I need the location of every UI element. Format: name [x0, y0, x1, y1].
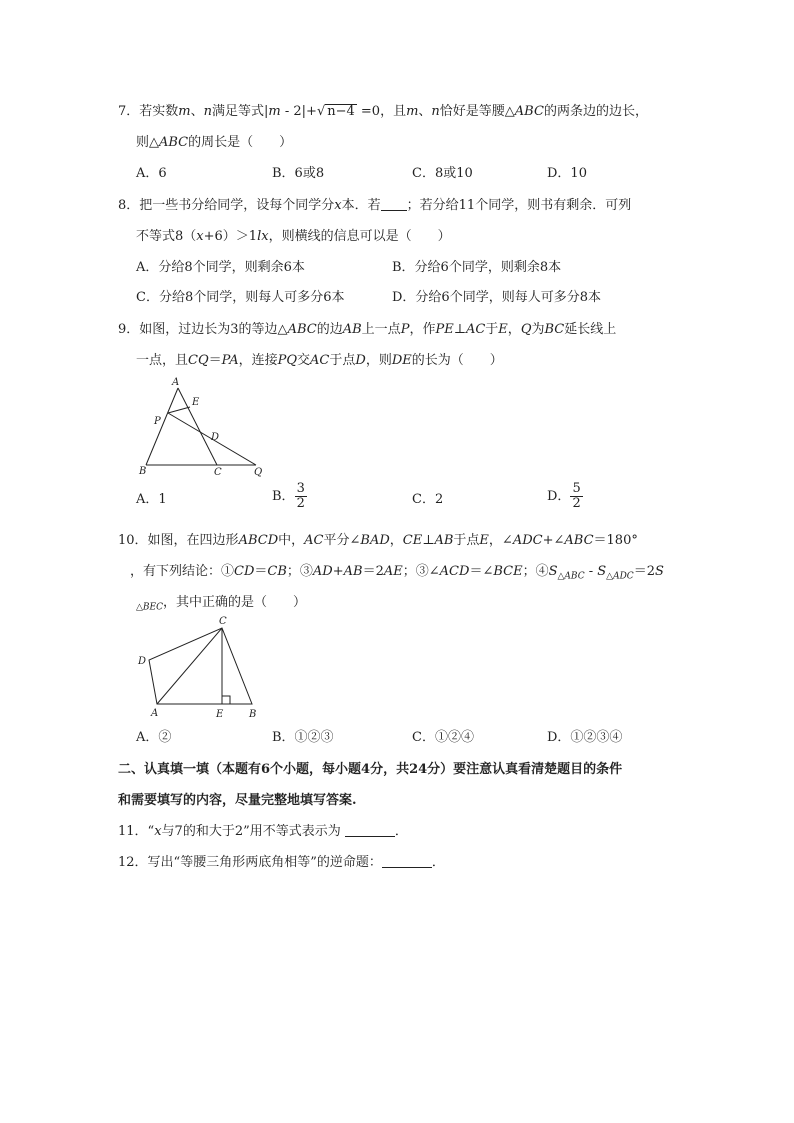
- q10-label-a: A: [151, 708, 159, 719]
- q9-label-q: Q: [254, 467, 263, 478]
- q10-quadrilateral-figure: [130, 612, 270, 724]
- q11-answer-blank[interactable]: [345, 822, 395, 837]
- q8-option-b: B．分给6个同学，则剩余8本: [392, 260, 562, 275]
- q10-line3: $_{\triangle BEC}$，其中正确的是（ ）: [136, 595, 307, 613]
- section2-heading-line1: 二、认真填一填（本题有6个小题，每小题4分，共24分）要注意认真看清楚题目的条件: [118, 762, 623, 777]
- q9-segment-ab: [146, 388, 178, 465]
- q8-blank: [381, 196, 407, 211]
- q10-option-d: D．①②③④: [547, 730, 623, 745]
- q8-option-c: C．分给8个同学，则每人可多分6本: [136, 290, 345, 305]
- q9-line2: 一点，且CQ＝PA，连接PQ交AC于点D，则DE的长为（ ）: [136, 353, 503, 368]
- q9-label-p: P: [154, 416, 161, 427]
- q12-number: 12．: [118, 855, 148, 870]
- q10-label-d: D: [138, 656, 147, 667]
- q9-triangle-figure: [130, 375, 275, 480]
- q10-diagonal-ac: [157, 628, 222, 704]
- q10-quadrilateral-abcd: [149, 628, 252, 704]
- q9-number: 9．: [118, 322, 140, 337]
- q9-option-b: B． $\frac{3}{2}$: [272, 481, 305, 511]
- section2-heading-line2: 和需要填写的内容，尽量完整地填写答案.: [118, 793, 357, 808]
- q9-option-a: A．1: [136, 492, 167, 507]
- q12-answer-blank[interactable]: [382, 853, 432, 868]
- q8-option-a: A．分给8个同学，则剩余6本: [136, 260, 305, 275]
- sqrt-sign: √: [316, 104, 326, 119]
- q10-label-e: E: [216, 709, 224, 720]
- q9-label-c: C: [214, 467, 222, 478]
- q7-option-d: D．10: [547, 166, 587, 181]
- sqrt-radicand: n−4: [327, 104, 355, 119]
- q7-line2: 则△ABC的周长是（ ）: [136, 135, 293, 150]
- q7-option-c: C．8或10: [412, 166, 473, 181]
- q8-number: 8．: [118, 198, 140, 213]
- q8-line1: 8．把一些书分给同学，设每个同学分x本．若 ；若分给11个同学，则书有剩余．可列: [118, 198, 632, 213]
- q9-label-e: E: [192, 397, 200, 408]
- q11-number: 11．: [118, 824, 148, 839]
- q7-number: 7．: [118, 104, 140, 119]
- q10-number: 10．: [118, 533, 148, 548]
- q10-line2: ，有下列结论：①CD＝CB；③AD+AB＝2AE；③∠ACD＝∠BCE；$④S_{\triangle ABC} - S_{\triangle ADC}=2S$: [130, 564, 664, 582]
- q9-segment-pe: [168, 407, 190, 413]
- q9-option-d: D． $\frac{5}{2}$: [547, 481, 581, 511]
- q9-line1: 9．如图，过边长为3的等边△ABC的边AB上一点P，作PE⊥AC于E，Q为BC延长线上: [118, 322, 617, 337]
- q7-option-b: B．6或8: [272, 166, 325, 181]
- q9-option-b-fraction: $\frac{3}{2}$: [296, 481, 305, 511]
- q8-line2: 不等式8（x+6）＞1lx，则横线的信息可以是（ ）: [136, 229, 451, 244]
- q7-option-a: A．6: [136, 166, 167, 181]
- q12-line: 12．写出“等腰三角形两底角相等”的逆命题： ．: [118, 855, 445, 870]
- q10-right-angle-mark: [222, 696, 230, 704]
- q10-label-c: C: [219, 616, 227, 627]
- q10-option-b: B．①②③: [272, 730, 334, 745]
- q9-label-b: B: [139, 466, 147, 477]
- q10-option-a: A．②: [136, 730, 172, 745]
- q10-option-c: C．①②④: [412, 730, 474, 745]
- q10-label-b: B: [249, 709, 257, 720]
- q7-line1: 7．若实数m、n满足等式|m - 2|+√ n−4 =0，且m、n恰好是等腰△ABC的两条边的边长，: [118, 104, 648, 119]
- q9-label-a: A: [172, 377, 180, 388]
- q9-label-d: D: [211, 432, 220, 443]
- q10-line1: 10．如图，在四边形ABCD中，AC平分∠BAD，CE⊥AB于点E，∠ADC+∠ABC＝180°: [118, 533, 638, 548]
- q11-line: 11．“x与7的和大于2”用不等式表示为 ．: [118, 824, 408, 839]
- q9-option-d-fraction: $\frac{5}{2}$: [572, 481, 581, 511]
- q9-option-c: C．2: [412, 492, 444, 507]
- q8-option-d: D．分给6个同学，则每人可多分8本: [392, 290, 601, 305]
